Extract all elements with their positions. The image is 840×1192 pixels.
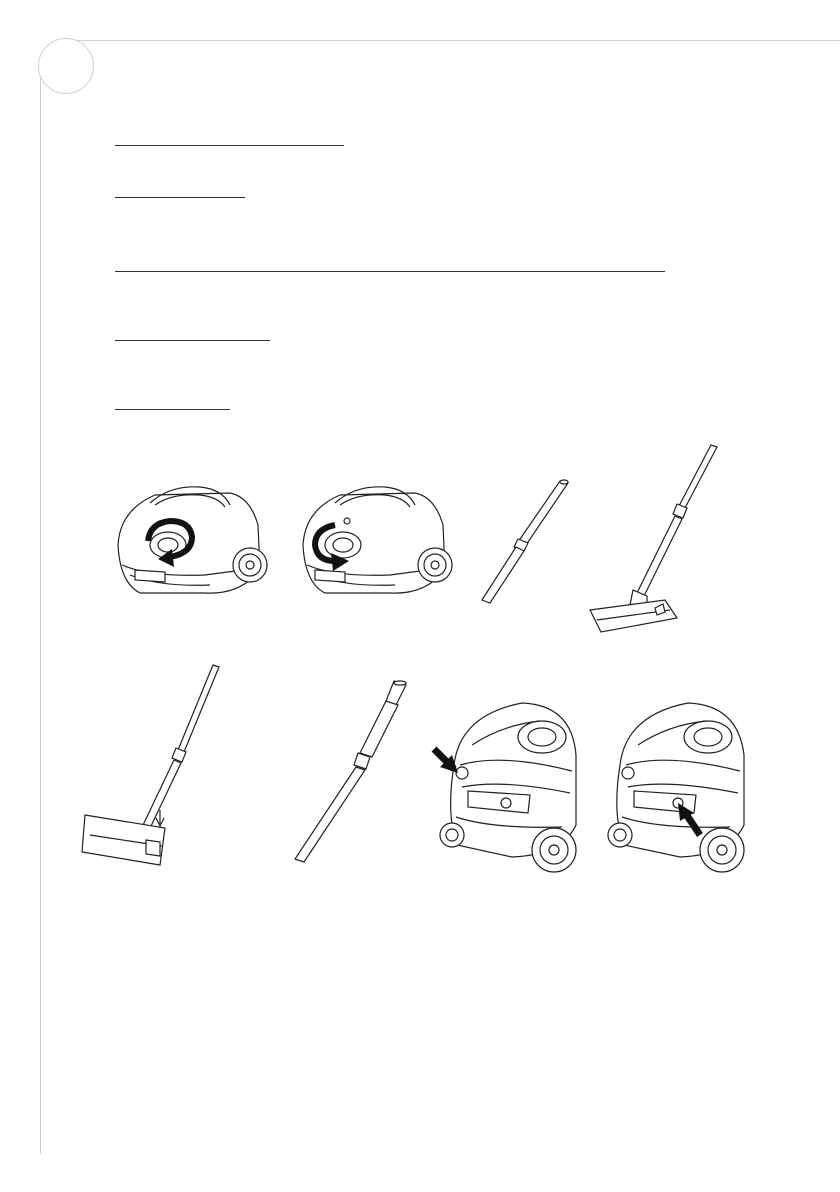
vacuum-body-icon: [110, 475, 265, 600]
vacuum-front-left-button-figure: [432, 695, 580, 880]
tube-floor-brush-figure: [585, 440, 730, 640]
section-heading-rule-2: [115, 197, 245, 198]
vacuum-rotate-ccw-figure: [110, 475, 265, 600]
vacuum-front-icon: [608, 695, 756, 880]
floor-brush-tube-icon: [585, 440, 730, 640]
vacuum-front-right-button-figure: [608, 695, 756, 880]
tube-hose-connector-figure: [290, 675, 410, 870]
telescopic-tube-figure: [478, 475, 578, 610]
vacuum-body-icon: [295, 475, 450, 600]
tube-icon: [478, 475, 578, 610]
tube-floor-brush-switch-figure: [80, 660, 255, 875]
section-heading-rule-1: [115, 145, 344, 146]
section-heading-rule-5: [115, 409, 230, 410]
section-heading-rule-4: [115, 340, 270, 341]
page-frame-top: [62, 40, 840, 41]
section-heading-rule-3: [115, 271, 665, 272]
tube-connector-icon: [290, 675, 410, 870]
floor-brush-tube-icon: [80, 660, 255, 875]
vacuum-front-icon: [432, 695, 580, 880]
vacuum-rotate-cw-figure: [295, 475, 450, 600]
page-number-tab: [38, 38, 94, 94]
page-frame-left: [40, 64, 41, 1154]
